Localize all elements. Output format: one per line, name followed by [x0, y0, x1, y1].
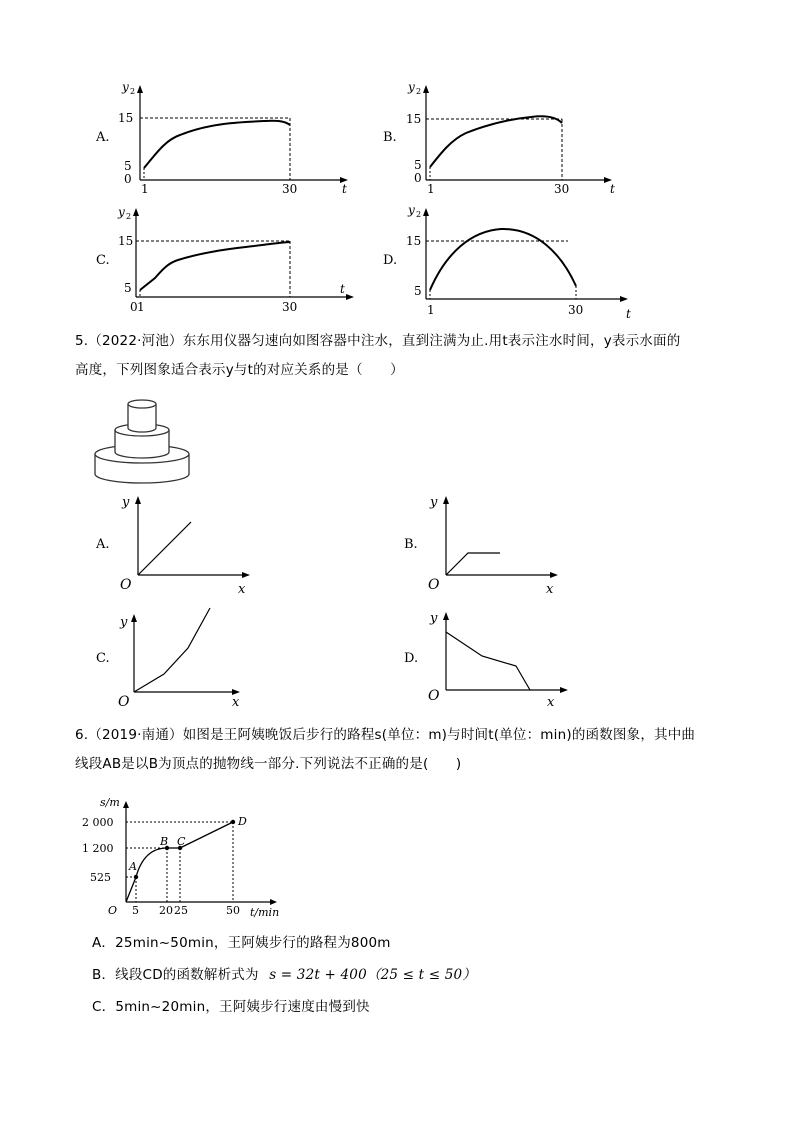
tick-1: 1	[141, 182, 149, 195]
x-label: x	[238, 582, 246, 595]
y-label: y	[122, 495, 130, 510]
origin-label: O	[120, 577, 132, 593]
x-label: t	[610, 182, 615, 195]
q4-option-c-label: C.	[96, 253, 110, 268]
y-arrow	[131, 614, 137, 622]
q6-option-c: C．5min~20min，王阿姨步行速度由慢到快	[92, 999, 370, 1015]
q5-option-a-label: A.	[96, 537, 110, 552]
y-arrow	[123, 801, 129, 808]
q4-option-d-label: D.	[383, 253, 398, 268]
y-arrow	[423, 85, 429, 93]
tick-1200: 1 200	[82, 842, 114, 855]
tick-5: 5	[124, 159, 132, 173]
segment-oa	[126, 877, 136, 902]
tick-15: 15	[406, 234, 422, 248]
y-label: y	[118, 205, 125, 219]
q5-stem-line-2: 高度，下列图象适合表示y与t的对应关系的是（ ）	[75, 362, 404, 378]
y-label: y	[120, 615, 128, 630]
tick-2000: 2 000	[82, 816, 114, 829]
tick-1: 1	[137, 300, 145, 314]
tick-50: 50	[226, 904, 240, 917]
tick-5: 5	[414, 284, 422, 298]
q6-option-b	[92, 962, 476, 988]
curve	[144, 121, 290, 168]
tick-30: 30	[568, 303, 584, 317]
x-label: t	[342, 182, 347, 195]
x-arrow	[620, 296, 628, 302]
tick-0: 0	[124, 172, 132, 186]
graph-line	[134, 608, 210, 692]
curve	[140, 242, 290, 290]
tick-30: 30	[282, 300, 298, 314]
origin-label: O	[118, 694, 130, 710]
q5-container-figure	[90, 392, 194, 488]
x-label: t	[626, 307, 631, 321]
origin-label: O	[108, 904, 118, 917]
x-label: x	[547, 695, 555, 710]
x-label: x	[546, 582, 554, 595]
y-sub: 2	[416, 210, 422, 219]
origin-label: O	[428, 577, 440, 593]
q6-option-b-formula: s = 32t + 400（25 ≤ t ≤ 50）	[269, 967, 477, 983]
tick-25: 25	[174, 904, 188, 917]
segment-cd	[180, 822, 233, 848]
y-arrow	[443, 612, 449, 620]
y-arrow	[423, 208, 429, 216]
tick-1: 1	[427, 182, 435, 195]
q5-graph-a	[112, 490, 262, 595]
cylinder-small-top	[128, 400, 156, 408]
tick-30: 30	[282, 182, 298, 195]
q4-graph-a	[110, 75, 370, 195]
graph-line	[446, 553, 500, 575]
y-arrow	[133, 208, 139, 216]
point-b-label: B	[160, 835, 169, 848]
y-arrow	[137, 85, 143, 93]
point-a-label: A	[129, 860, 137, 873]
q4-option-a-label: A.	[96, 130, 110, 145]
y-label: y	[122, 80, 129, 94]
q5-stem-line-1: 5.（2022·河池）东东用仪器匀速向如图容器中注水，直到注满为止.用t表示注水时间，y表示水面的	[75, 333, 681, 349]
q4-option-b-label: B.	[383, 130, 397, 145]
point-c-label: C	[177, 835, 186, 848]
tick-15: 15	[406, 112, 422, 126]
y-label: y	[408, 203, 415, 217]
curve-ab	[136, 848, 167, 877]
q6-stem-line-1: 6.（2019·南通）如图是王阿姨晚饭后步行的路程s(单位：m)与时间t(单位：min)的函数图象，其中曲	[75, 727, 696, 743]
y-label: s/m	[100, 796, 120, 809]
y-sub: 2	[416, 87, 422, 96]
tick-30: 30	[554, 182, 570, 195]
tick-5: 5	[124, 281, 132, 295]
tick-0: 0	[414, 171, 422, 185]
tick-1: 1	[427, 303, 435, 317]
q5-graph-b	[420, 490, 570, 595]
graph-line	[138, 522, 191, 575]
q5-option-b-label: B.	[404, 537, 418, 552]
x-label: x	[232, 695, 240, 710]
q6-graph	[80, 790, 300, 920]
y-arrow	[135, 496, 141, 504]
tick-5: 5	[132, 904, 139, 917]
y-sub: 2	[130, 87, 136, 96]
tick-525: 525	[90, 871, 111, 884]
curve	[430, 116, 562, 167]
tick-0: 0	[130, 300, 138, 314]
q6-option-b-text: B．线段CD的函数解析式为	[92, 967, 259, 983]
x-arrow	[346, 294, 354, 300]
origin-label: O	[428, 688, 440, 704]
x-arrow	[560, 687, 568, 693]
y-sub: 2	[126, 212, 132, 221]
point-d	[231, 820, 235, 824]
y-label: y	[430, 495, 438, 510]
q4-graph-d	[396, 198, 656, 328]
q6-option-a: A．25min~50min，王阿姨步行的路程为800m	[92, 935, 391, 951]
x-arrow	[242, 572, 250, 578]
y-label: y	[430, 611, 438, 626]
graph-line	[446, 632, 530, 690]
curve	[430, 229, 576, 290]
q5-option-c-label: C.	[96, 651, 110, 666]
point-a	[134, 875, 138, 879]
x-label: t	[340, 282, 345, 296]
y-label: y	[408, 80, 415, 94]
tick-20: 20	[159, 904, 173, 917]
tick-15: 15	[118, 234, 134, 248]
y-arrow	[443, 496, 449, 504]
q6-stem-line-2: 线段AB是以B为顶点的抛物线一部分.下列说法不正确的是( )	[75, 756, 462, 772]
x-arrow	[550, 572, 558, 578]
q4-graph-b	[396, 75, 656, 195]
q5-graph-c	[112, 600, 262, 710]
q4-graph-c	[110, 198, 370, 318]
x-label: t/min	[250, 906, 280, 919]
point-d-label: D	[238, 815, 247, 828]
tick-15: 15	[118, 111, 134, 125]
q5-option-d-label: D.	[404, 651, 419, 666]
tick-5: 5	[414, 158, 422, 172]
q5-graph-d	[420, 600, 570, 710]
x-arrow	[270, 899, 277, 905]
